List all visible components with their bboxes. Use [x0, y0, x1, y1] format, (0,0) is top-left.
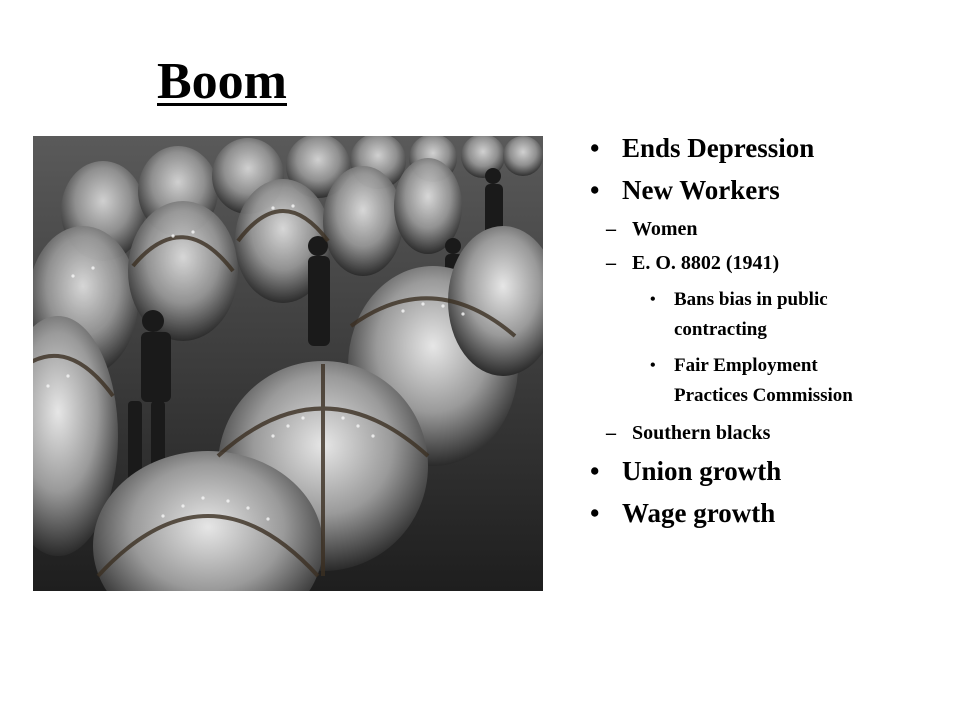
- list-item: [590, 174, 940, 444]
- dash-marker: –: [606, 421, 616, 444]
- bullet-list: [590, 122, 940, 538]
- list-item: [558, 285, 908, 345]
- bullet-new-workers: New Workers: [622, 175, 780, 206]
- sub-bullet-southern-blacks: Southern blacks: [632, 421, 771, 444]
- list-item: [590, 497, 940, 529]
- bullet-marker: •: [590, 455, 600, 486]
- list-item: [590, 132, 940, 164]
- bullet-marker: •: [590, 175, 600, 206]
- sub-sub-bullet-bans-bias: Bans bias in public contracting: [674, 288, 828, 340]
- bullet-marker: •: [650, 290, 656, 308]
- factory-photo-icon: [33, 136, 543, 591]
- list-item: [558, 351, 908, 411]
- dash-marker: –: [606, 217, 616, 240]
- list-item: [590, 455, 940, 487]
- bullet-marker: •: [590, 498, 600, 529]
- list-item: [590, 251, 940, 411]
- sub-sub-bullet-fepc: Fair Employment Practices Commission: [674, 354, 853, 406]
- dash-marker: –: [606, 251, 616, 274]
- list-item: [590, 421, 940, 445]
- factory-workers-photo: [33, 136, 543, 591]
- bullet-marker: •: [650, 356, 656, 374]
- sub-bullet-eo-8802: E. O. 8802 (1941): [632, 251, 780, 274]
- bullet-wage-growth: Wage growth: [622, 498, 776, 529]
- bullet-ends-depression: Ends Depression: [622, 133, 815, 163]
- sub-bullet-women: Women: [632, 217, 698, 240]
- bullet-union-growth: Union growth: [622, 455, 782, 486]
- bullet-marker: •: [590, 133, 600, 163]
- slide-title: Boom: [157, 53, 287, 110]
- list-item: [590, 217, 940, 241]
